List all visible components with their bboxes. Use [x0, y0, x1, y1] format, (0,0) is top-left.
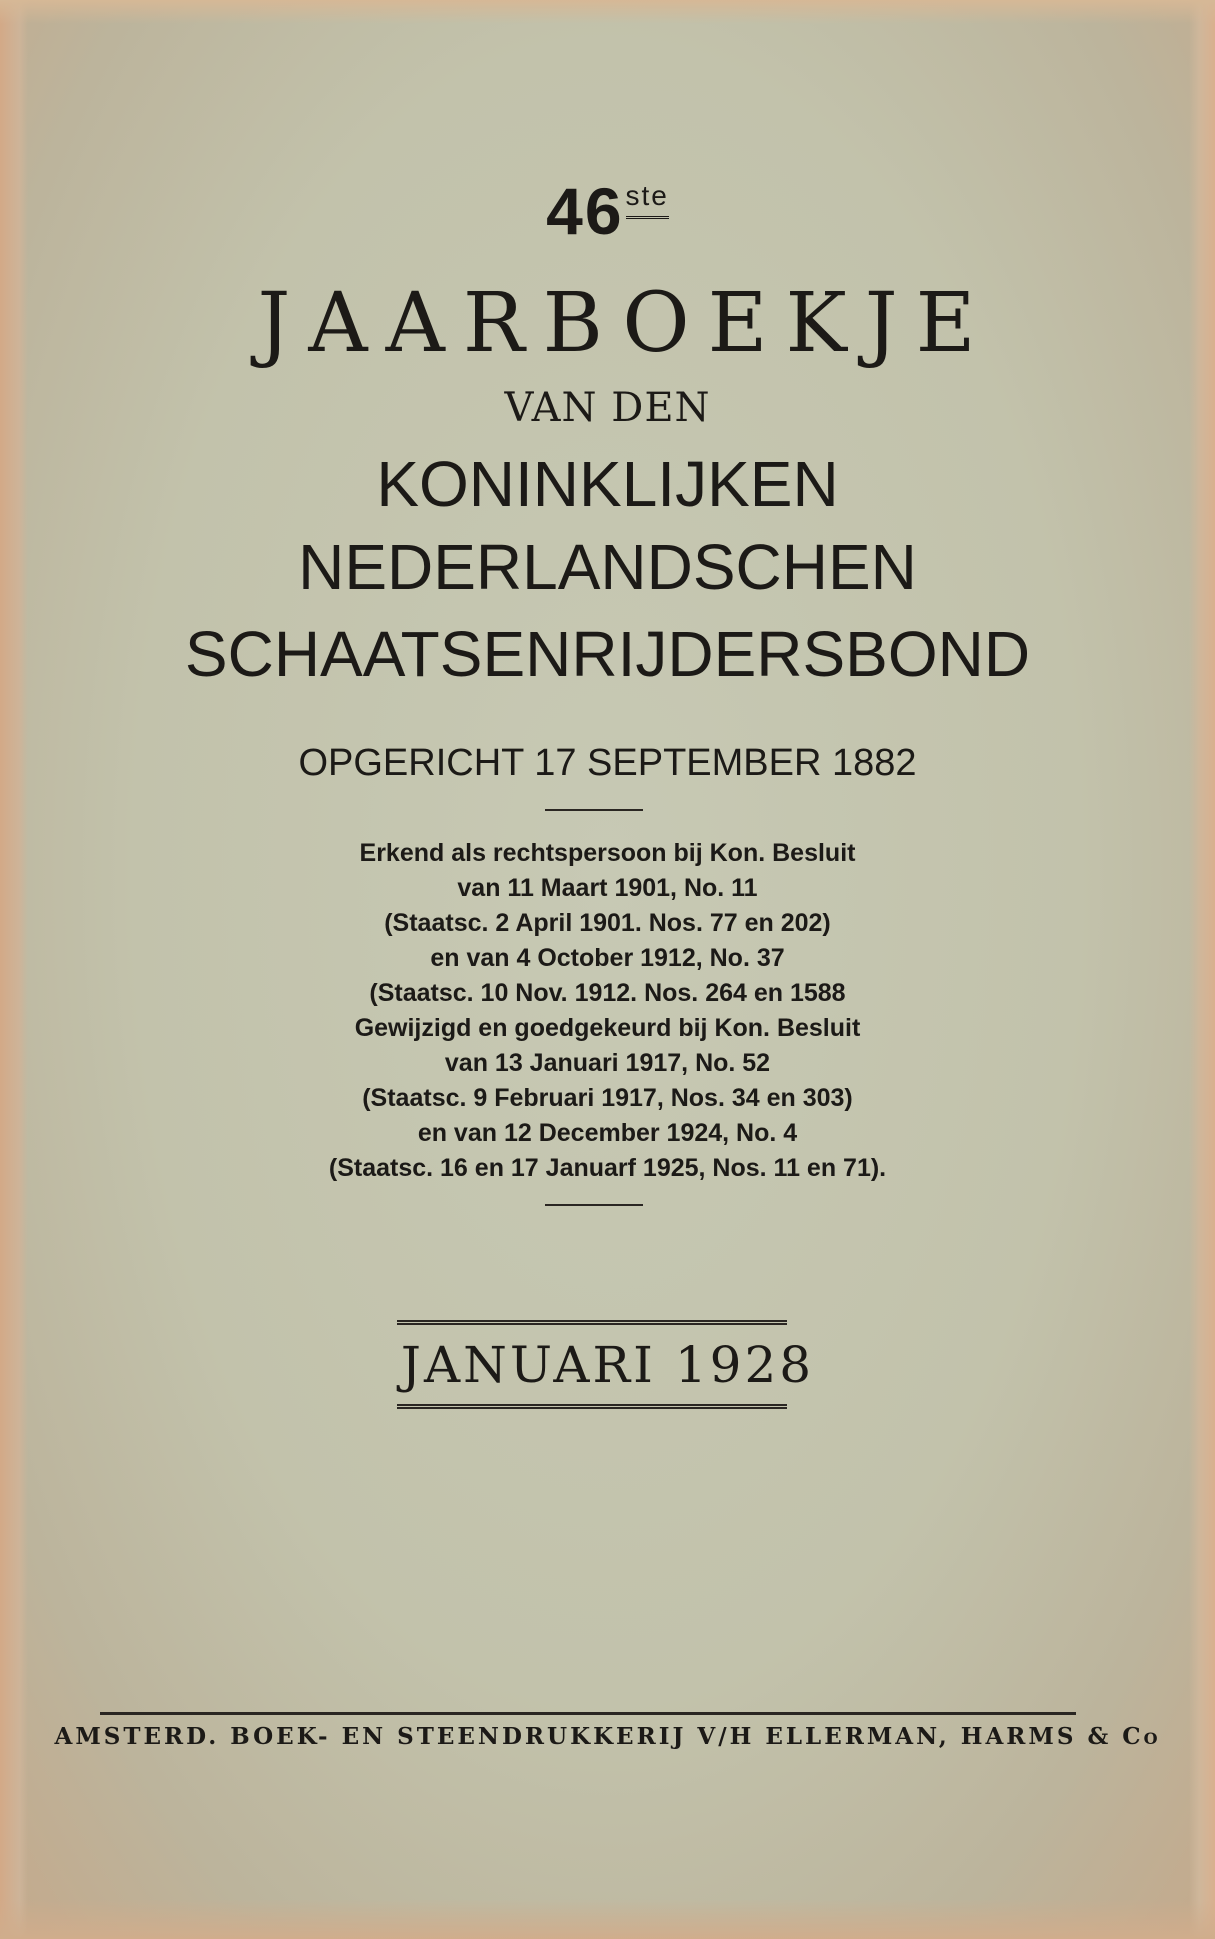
cover-title: JAARBOEKJE	[257, 276, 994, 371]
legal-line: en van 4 October 1912, No. 37	[430, 944, 785, 972]
divider-rule	[545, 809, 643, 811]
publication-date: JANUARI 1928	[400, 1336, 815, 1394]
legal-line: en van 12 December 1924, No. 4	[417, 1119, 798, 1147]
edition-number-value: 46	[546, 174, 624, 248]
edition-number	[0, 174, 1215, 248]
legal-line: (Staatsc. 9 Februari 1917, Nos. 34 en 303)	[362, 1084, 853, 1112]
organization-name-line-1: KONINKLIJKEN	[376, 448, 839, 520]
legal-line: Erkend als rechtspersoon bij Kon. Besluit	[359, 839, 856, 867]
legal-line: van 11 Maart 1901, No. 11	[457, 874, 758, 902]
organization-name-line-3: SCHAATSENRIJDERSBOND	[184, 618, 1031, 690]
double-rule-top	[397, 1320, 787, 1325]
organization-name-line-2: NEDERLANDSCHEN	[298, 531, 917, 603]
legal-line: Gewijzigd en goedgekeurd bij Kon. Besluit	[354, 1014, 861, 1042]
paper-edge-top	[0, 0, 1215, 24]
cover-title-van: VAN DEN	[504, 385, 711, 431]
paper-edge-bottom	[0, 1899, 1215, 1939]
divider-rule	[545, 1204, 643, 1206]
legal-line: van 13 Januari 1917, No. 52	[444, 1049, 771, 1077]
double-rule-bottom	[397, 1404, 787, 1409]
legal-recognition-text	[0, 836, 1215, 1186]
legal-line: (Staatsc. 16 en 17 Januarf 1925, Nos. 11 en 71).	[328, 1154, 887, 1182]
legal-line: (Staatsc. 2 April 1901. Nos. 77 en 202)	[384, 909, 831, 937]
edition-suffix: ste	[626, 182, 669, 219]
legal-line: (Staatsc. 10 Nov. 1912. Nos. 264 en 1588	[369, 979, 846, 1007]
founding-date: OPGERICHT 17 SEPTEMBER 1882	[298, 742, 917, 784]
printer-rule	[100, 1712, 1076, 1715]
printer-imprint: AMSTERD. BOEK- EN STEENDRUKKERIJ V/H ELLERMAN, HARMS & Co	[54, 1723, 1161, 1750]
